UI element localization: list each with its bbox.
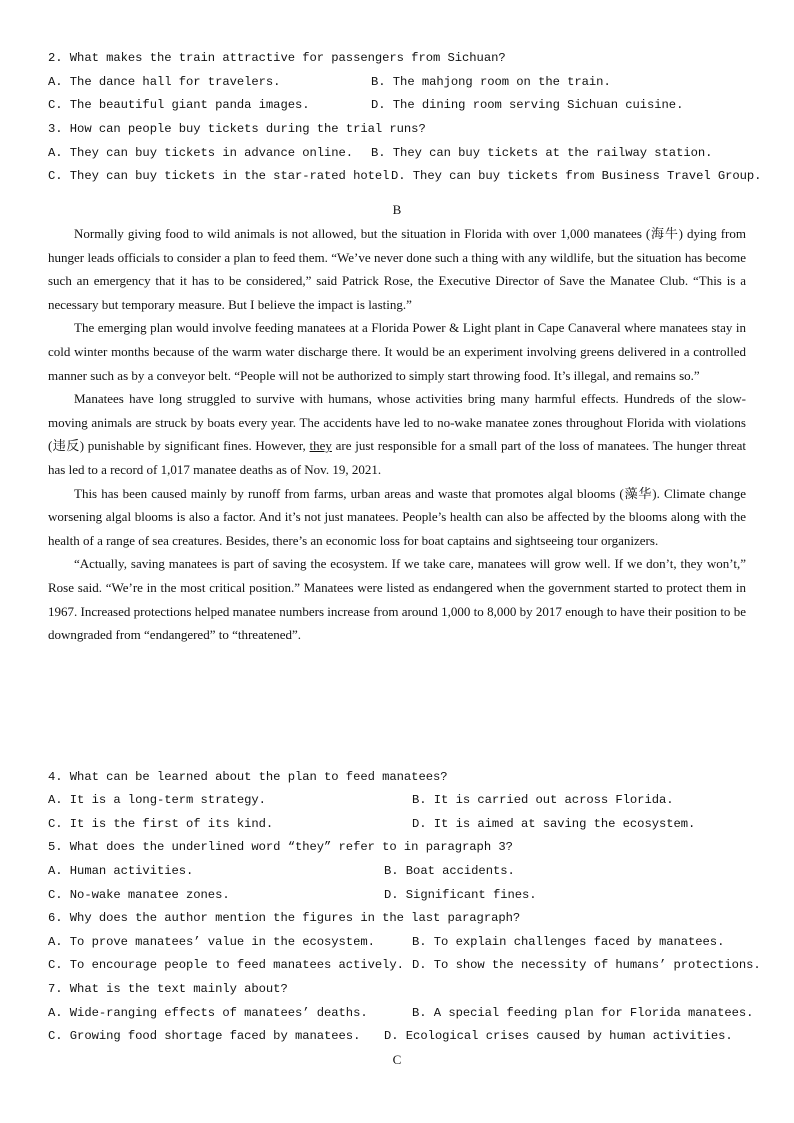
- question-3-option-b: B. They can buy tickets at the railway station.: [371, 146, 713, 160]
- question-7-option-b: B. A special feeding plan for Florida manatees.: [412, 1006, 754, 1020]
- question-5-option-a: A. Human activities.: [48, 864, 194, 878]
- question-5-stem: 5. What does the underlined word “they” refer to in paragraph 3?: [48, 840, 513, 854]
- question-4-option-d: D. It is aimed at saving the ecosystem.: [412, 817, 696, 831]
- question-2-stem: 2. What makes the train attractive for passengers from Sichuan?: [48, 51, 506, 65]
- section-c-heading: C: [392, 1052, 402, 1067]
- question-7-stem: 7. What is the text mainly about?: [48, 982, 288, 996]
- passage-paragraph-1: Normally giving food to wild animals is not allowed, but the situation in Florida with over 1,000 manatees (海牛) dying from hunger leads officials to consider a plan to feed them. “We’ve never done such a thing with any wildlife, but the situation has become such an emergency that it has to be considered,” said Patrick Rose, the Executive Director of Save the Manatee Club. “This is a necessary but temporary measure. But I believe the impact is lasting.”: [48, 226, 746, 312]
- question-5-option-d: D. Significant fines.: [384, 888, 537, 902]
- question-2-option-d: D. The dining room serving Sichuan cuisine.: [371, 98, 684, 112]
- question-6-option-b: B. To explain challenges faced by manatees.: [412, 935, 725, 949]
- question-2-option-c: C. The beautiful giant panda images.: [48, 98, 310, 112]
- question-7-option-c: C. Growing food shortage faced by manatees.: [48, 1029, 361, 1043]
- question-3-option-d: D. They can buy tickets from Business Travel Group.: [391, 169, 762, 183]
- question-4-option-a: A. It is a long-term strategy.: [48, 793, 266, 807]
- question-4-stem: 4. What can be learned about the plan to feed manatees?: [48, 770, 448, 784]
- question-4-option-c: C. It is the first of its kind.: [48, 817, 274, 831]
- question-5-option-c: C. No-wake manatee zones.: [48, 888, 230, 902]
- question-7-option-d: D. Ecological crises caused by human activities.: [384, 1029, 733, 1043]
- question-2-option-a: A. The dance hall for travelers.: [48, 75, 281, 89]
- question-3-stem: 3. How can people buy tickets during the trial runs?: [48, 122, 426, 136]
- question-7-option-a: A. Wide-ranging effects of manatees’ deaths.: [48, 1006, 368, 1020]
- question-6-option-c: C. To encourage people to feed manatees actively.: [48, 958, 404, 972]
- question-3-option-a: A. They can buy tickets in advance online.: [48, 146, 354, 160]
- question-6-option-a: A. To prove manatees’ value in the ecosystem.: [48, 935, 375, 949]
- question-6-option-d: D. To show the necessity of humans’ protections.: [412, 958, 761, 972]
- passage-paragraph-2: The emerging plan would involve feeding manatees at a Florida Power & Light plant in Cape Canaveral where manatees stay in cold winter months because of the warm water discharge there. It would be an experiment involving greens delivered in a controlled manner such as by a conveyor belt. “People will not be authorized to simply start throwing food. It’s illegal, and remains so.”: [48, 320, 746, 383]
- paragraph-3-text-before: Manatees have long struggled to survive with humans, whose activities bring many harmful effects. Hundreds of the slow-moving animals are struck by boats every year. The accidents have led to no-wake manatee zones throughout Florida with violations (违反) punishable by significant fines. However,: [48, 391, 746, 454]
- question-2-option-b: B. The mahjong room on the train.: [371, 75, 611, 89]
- question-6-stem: 6. Why does the author mention the figures in the last paragraph?: [48, 911, 521, 925]
- passage: [48, 222, 746, 647]
- question-4-option-b: B. It is carried out across Florida.: [412, 793, 674, 807]
- passage-paragraph-5: “Actually, saving manatees is part of saving the ecosystem. If we take care, manatees will grow well. If we don’t, they won’t,” Rose said. “We’re in the most critical position.” Manatees were listed as endangered when the government started to protect them in 1967. Increased protections helped manatee numbers increase from around 1,000 to 8,000 by 2017 enough to have their position to be downgraded from “endangered” to “threatened”.: [48, 556, 746, 643]
- underlined-word-they: they: [309, 438, 332, 454]
- paragraph-3-text-after: are just responsible for a small part of the loss of manatees. The hunger threat has led to a record of 1,017 manatee deaths as of Nov. 19, 2021.: [48, 438, 746, 477]
- passage-paragraph-3: [48, 387, 746, 481]
- question-5-option-b: B. Boat accidents.: [384, 864, 515, 878]
- passage-paragraph-4: This has been caused mainly by runoff from farms, urban areas and waste that promotes algal blooms (藻华). Climate change worsening algal blooms is also a factor. And it’s not just manatees. People’s health can also be affected by the blooms along with the health of a range of sea creatures. Besides, there’s an economic loss for boat captains and sightseeing tour organizers.: [48, 485, 746, 548]
- question-3-option-c: C. They can buy tickets in the star-rated hotel: [48, 169, 390, 183]
- section-b-heading: B: [392, 202, 402, 217]
